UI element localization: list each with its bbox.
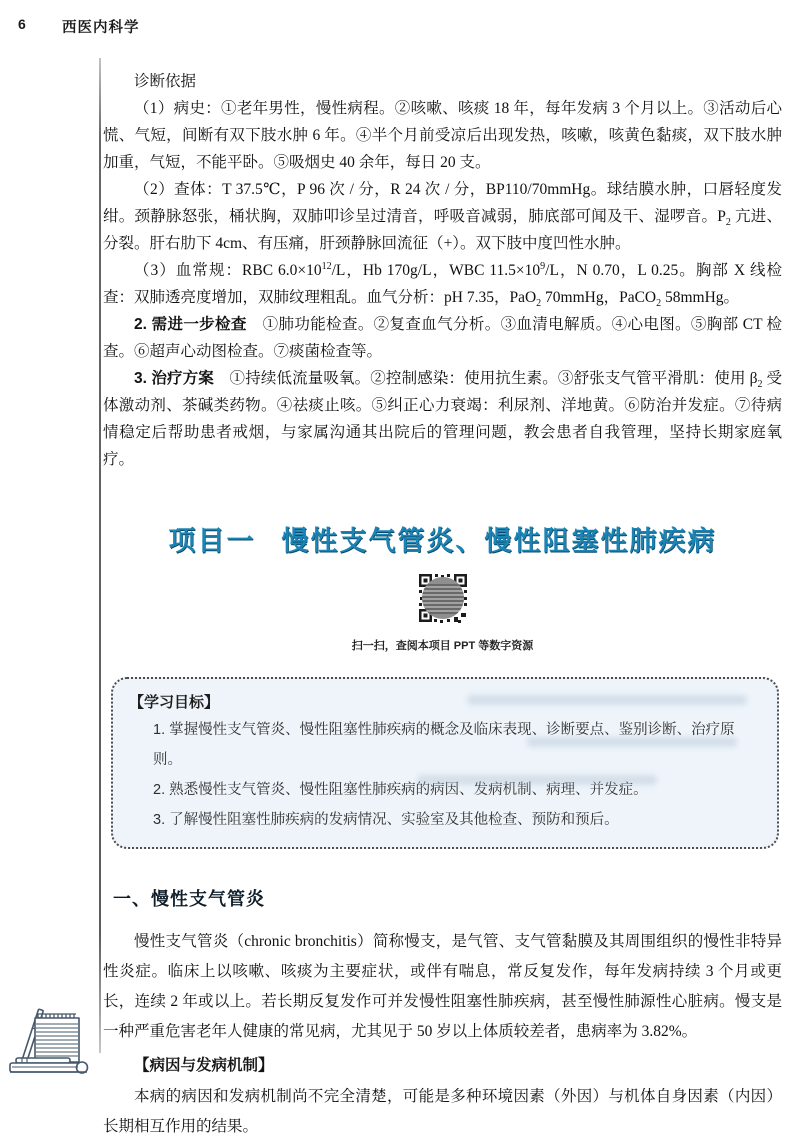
book-title: 西医内科学 xyxy=(62,20,140,36)
project-label: 项目一 xyxy=(168,526,256,556)
page-header xyxy=(18,16,778,40)
qr-block xyxy=(323,573,563,653)
case-study-block xyxy=(103,68,782,473)
case-exam-paragraph: （2）查体：T 37.5℃，P 96 次 / 分，R 24 次 / 分，BP110/70mmHg。球结膜水肿，口唇轻度发绀。颈静脉怒张，桶状胸，双肺叩诊呈过清音，呼吸音减弱，肺底部可闻及干、湿啰音。$P_2$ 亢进、分裂。肝右肋下 4cm、有压痛，肝颈静脉回流征（+）。双下肢中度凹性水肿。 xyxy=(103,181,782,252)
notebook-pencil-illustration xyxy=(8,1002,92,1080)
section-heading: 一、慢性支气管炎 xyxy=(113,889,265,909)
page-content xyxy=(103,68,782,1142)
project-title-text: 慢性支气管炎、慢性阻塞性肺疾病 xyxy=(281,526,717,556)
case-history-paragraph: （1）病史：①老年男性，慢性病程。②咳嗽、咳痰 18 年，每年发病 3 个月以上。③活动后心慌、气短，间断有双下肢水肿 6 年。④半个月前受凉后出现发热，咳嗽，咳黄色黏痰，双下肢水肿加重，气短，不能平卧。⑤吸烟史 40 余年，每日 20 支。 xyxy=(103,100,782,171)
learning-objectives-box xyxy=(111,677,779,849)
page-number: 6 xyxy=(18,16,26,32)
etiology-subheading: 【病因与发病机制】 xyxy=(134,1057,274,1074)
etiology-paragraph: 本病的病因和发病机制尚不完全清楚，可能是多种环境因素（外因）与机体自身因素（内因）长期相互作用的结果。 xyxy=(103,1088,782,1135)
case-further-tests-paragraph: 2. 需进一步检查 ①肺功能检查。②复查血气分析。③血清电解质。④心电图。⑤胸部 CT 检查。⑥超声心动图检查。⑦痰菌检查等。 xyxy=(103,316,783,360)
case-labs-paragraph: （3）血常规：RBC $6.0\times 10^{12}/L$，Hb 170g/L，WBC $11.5\times 10^9/L$，N 0.70，L 0.25。胸部 X 线检查：双肺透亮度增加，双肺纹理粗乱。血气分析：pH 7.35，PaO$_2$ 70mmHg，PaCO$_2$ 58mmHg。 xyxy=(103,260,782,310)
case-treatment-paragraph: 3. 治疗方案 ①持续低流量吸氧。②控制感染：使用抗生素。③舒张支气管平滑肌：使用 $\beta_2$ 受体激动剂、茶碱类药物。④祛痰止咳。⑤纠正心力衰竭：利尿剂、洋地黄。⑥防治并发症。⑦待病情稳定后帮助患者戒烟，与家属沟通其出院后的管理问题，教会患者自我管理，坚持长期家庭氧疗。 xyxy=(103,370,782,468)
page-crease-line xyxy=(99,58,101,1053)
objective-item-3: 3. 了解慢性阻塞性肺疾病的发病情况、实验室及其他检查、预防和预后。 xyxy=(153,812,619,828)
objective-item-1: 1. 掌握慢性支气管炎、慢性阻塞性肺疾病的概念及临床表现、诊断要点、鉴别诊断、治疗原则。 xyxy=(153,722,735,768)
section-intro-paragraph: 慢性支气管炎（chronic bronchitis）简称慢支，是气管、支气管黏膜及其周围组织的慢性非特异性炎症。临床上以咳嗽、咳痰为主要症状，或伴有喘息，常反复发作，每年发病持续 3 个月或更长，连续 2 年或以上。若长期反复发作可并发慢性阻塞性肺疾病，甚至慢性肺源性心脏病。慢支是一种严重危害老年人健康的常见病，尤其见于 50 岁以上体质较差者，患病率为 3.82%。 xyxy=(103,933,782,1040)
qr-code-icon xyxy=(418,573,468,635)
case-lead: 诊断依据 xyxy=(134,73,197,90)
objectives-title: 【学习目标】 xyxy=(129,694,220,711)
qr-caption: 扫一扫，查阅本项目 PPT 等数字资源 xyxy=(351,640,534,652)
project-title xyxy=(103,519,782,558)
objective-item-2: 2. 熟悉慢性支气管炎、慢性阻塞性肺疾病的病因、发病机制、病理、并发症。 xyxy=(153,782,648,798)
